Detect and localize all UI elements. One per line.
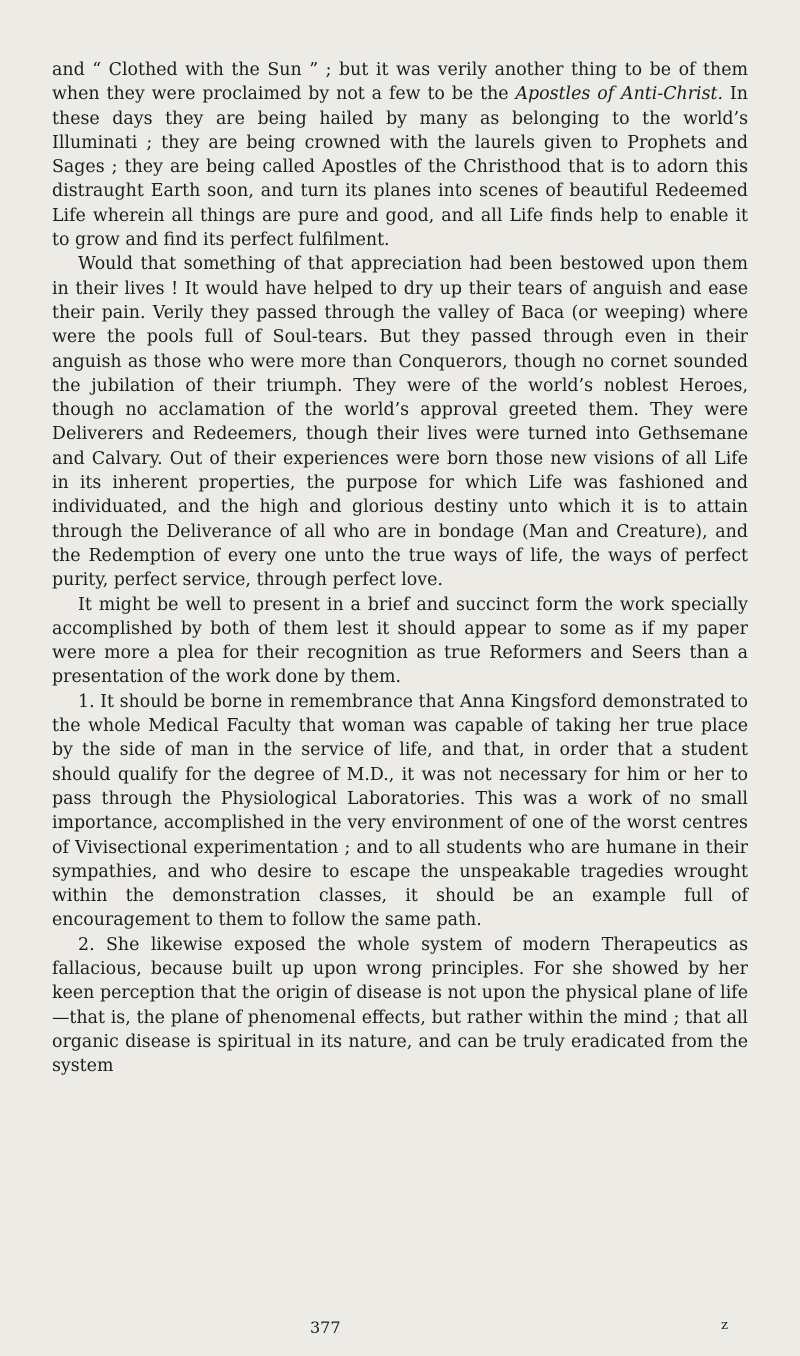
paragraph-1 xyxy=(52,58,748,252)
page-number: 377 xyxy=(310,1318,341,1337)
paragraph-4-text: 1. It should be borne in remembrance that Anna Kingsford demonstrated to the whole Medical Faculty that woman was capable of taking her true place by the side of man in the service of life, and that, in order that a student should qualify for the degree of M.D., it was not necessary for him or her to pass through the Physiological Laboratories. This was a work of no small importance, accomplished in the very environment of one of the worst centres of Vivisectional experimentation ; and to all students who are humane in their sympathies, and who desire to escape the unspeakable tragedies wrought within the demonstration classes, it should be an example full of encouragement to them to follow the same path. xyxy=(52,691,748,931)
paragraph-3-text: It might be well to present in a brief and succinct form the work specially accomplished by both of them lest it should appear to some as if my paper were more a plea for their recognition as true Reformers and Seers than a presentation of the work done by them. xyxy=(52,594,748,688)
paragraph-2-text: Would that something of that appreciation had been bestowed upon them in their lives ! It would have helped to dry up their tears of anguish and ease their pain. Verily they passed through the valley of Baca (or weeping) where were the pools full of Soul-tears. But they passed through even in their anguish as those who were more than Conquerors, though no cornet sounded the jubilation of their triumph. They were of the world’s noblest Heroes, though no acclamation of the world’s approval greeted them. They were Deliverers and Redeemers, though their lives were turned into Gethsemane and Calvary. Out of their experiences were born those new visions of all Life in its inherent properties, the purpose for which Life was fashioned and individuated, and the high and glorious destiny unto which it is to attain through the Deliverance of all who are in bondage (Man and Creature), and the Redemption of every one unto the true ways of life, the ways of perfect purity, perfect service, through perfect love. xyxy=(52,254,748,591)
paragraph-1-italic-title: Apostles of Anti-Christ. xyxy=(515,84,724,105)
page-footer xyxy=(52,1318,748,1342)
paragraph-5 xyxy=(52,933,748,1079)
page-text xyxy=(52,58,748,1078)
signature-mark: z xyxy=(721,1318,728,1333)
paragraph-5-text: 2. She likewise exposed the whole system of modern Therapeutics as fallacious, because built up upon wrong principles. For she showed by her keen perception that the origin of disease is not upon the physical plane of life—that is, the plane of phenomenal effects, but rather within the mind ; that all organic disease is spiritual in its nature, and can be truly eradicated from the system xyxy=(52,934,748,1077)
paragraph-2 xyxy=(52,252,748,592)
paragraph-4 xyxy=(52,690,748,933)
paragraph-1-text-b: In these days they are being hailed by many as belonging to the world’s Illuminati ; they are being crowned with the laurels given to Prophets and Sages ; they are being called Apostles of the Christhood that is to adorn this distraught Earth soon, and turn its planes into scenes of beautiful Redeemed Life wherein all things are pure and good, and all Life finds help to enable it to grow and find its perfect fulfilment. xyxy=(52,84,749,251)
paragraph-1-text-a: and “ Clothed with the Sun ” ; but it was verily another thing to be of them when they were proclaimed by not a few to be the xyxy=(52,60,748,105)
paragraph-3 xyxy=(52,593,748,690)
